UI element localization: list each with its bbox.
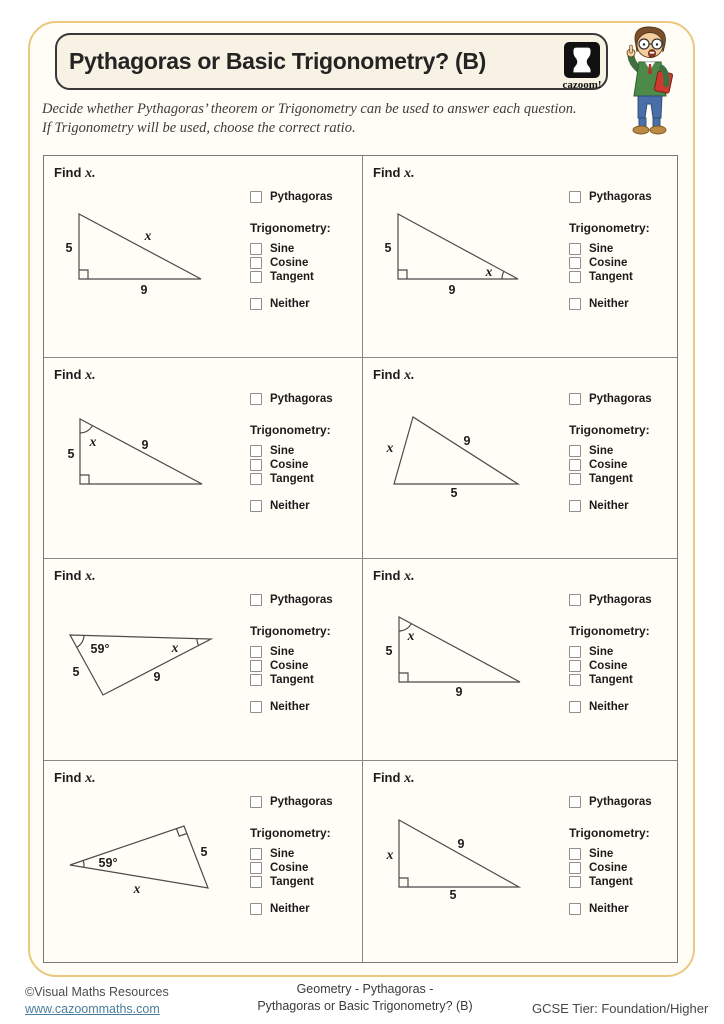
angle-label: x [89,433,97,449]
answer-options [569,190,675,311]
teacher-character-illustration [618,24,680,138]
answer-options [569,593,675,714]
prompt-word: Find [373,165,401,180]
option-cosine[interactable]: Cosine [569,659,675,673]
side-label: x [133,880,141,896]
right-angle-mark [398,270,407,279]
option-cosine[interactable]: Cosine [569,458,675,472]
angle-arc [197,639,199,646]
answer-options [569,392,675,513]
neither-checkbox[interactable] [569,298,581,310]
side-label: 5 [450,485,458,500]
pythagoras-checkbox[interactable] [250,594,262,606]
trigonometry-heading: Trigonometry: [250,624,331,638]
option-tangent[interactable]: Tangent [569,875,675,889]
instruction-line-1: Decide whether Pythagoras’ theorem or Trigonometry can be used to answer each question. [42,101,577,117]
side-label: x [386,439,394,455]
tangent-checkbox[interactable] [569,473,581,485]
prompt-word: Find [373,366,401,382]
option-sine[interactable]: Sine [569,444,675,458]
worksheet-instructions [42,100,577,138]
option-neither[interactable]: Neither [250,700,356,714]
right-angle-mark [399,878,408,887]
answer-options [250,190,356,311]
option-cosine[interactable]: Cosine [569,256,675,270]
category-line-1: Geometry - Pythagoras - [296,982,434,996]
trigonometry-heading: Trigonometry: [569,221,650,235]
neither-checkbox[interactable] [250,500,262,512]
right-angle-mark [80,475,89,484]
cosine-checkbox[interactable] [569,459,581,471]
tangent-checkbox[interactable] [250,271,262,283]
option-sine[interactable]: Sine [569,847,675,861]
trigonometry-heading: Trigonometry: [569,825,650,840]
side-label: 5 [72,665,80,679]
prompt-word: Find [54,568,82,583]
tangent-checkbox[interactable] [569,876,581,888]
cosine-checkbox[interactable] [569,862,581,874]
prompt-variable: x. [85,166,96,181]
angle-label: x [485,264,493,279]
sine-checkbox[interactable] [569,848,581,860]
prompt-variable: x. [85,569,96,584]
option-cosine[interactable]: Cosine [250,458,356,472]
option-pythagoras[interactable]: Pythagoras [250,392,356,406]
option-cosine[interactable]: Cosine [250,256,356,270]
neither-checkbox[interactable] [250,298,262,310]
option-pythagoras[interactable]: Pythagoras [569,190,675,204]
footer-attribution [25,984,169,1018]
cosine-checkbox[interactable] [250,459,262,471]
option-tangent[interactable]: Tangent [569,472,675,486]
pythagoras-checkbox[interactable] [250,191,262,203]
neither-checkbox[interactable] [250,701,262,713]
website-link[interactable]: www.cazoommaths.com [25,1002,160,1016]
side-label: 9 [448,283,456,297]
prompt-variable: x. [404,569,415,584]
prompt-variable: x. [85,770,96,786]
option-pythagoras[interactable]: Pythagoras [569,795,675,809]
side-label: 5 [385,644,393,658]
answer-options [250,795,356,916]
sine-checkbox[interactable] [250,243,262,255]
trigonometry-heading: Trigonometry: [250,422,331,437]
question-cell-3 [44,358,363,560]
option-neither[interactable]: Neither [250,499,356,513]
prompt-word: Find [54,165,82,180]
angle-label: 59° [98,855,118,870]
prompt-variable: x. [85,367,96,383]
tangent-checkbox[interactable] [569,271,581,283]
instruction-line-2: If Trigonometry will be used, choose the correct ratio. [42,120,356,136]
option-pythagoras[interactable]: Pythagoras [250,190,356,204]
option-tangent[interactable]: Tangent [250,875,356,889]
prompt-word: Find [373,769,401,785]
option-tangent[interactable]: Tangent [250,270,356,284]
cosine-checkbox[interactable] [569,257,581,269]
trigonometry-heading: Trigonometry: [569,624,650,638]
pythagoras-checkbox[interactable] [250,393,262,405]
prompt-word: Find [373,568,401,583]
tangent-checkbox[interactable] [569,674,581,686]
side-label: 9 [153,670,161,684]
option-sine[interactable]: Sine [250,847,356,861]
option-cosine[interactable]: Cosine [250,659,356,673]
side-label: 5 [449,887,457,902]
prompt-variable: x. [404,166,415,181]
side-label: 9 [455,685,463,699]
neither-checkbox[interactable] [569,903,581,915]
sine-checkbox[interactable] [250,445,262,457]
question-cell-7 [44,761,363,963]
option-pythagoras[interactable]: Pythagoras [250,795,356,809]
option-neither[interactable]: Neither [569,499,675,513]
option-neither[interactable]: Neither [250,902,356,916]
side-label: 5 [67,446,75,461]
title-box [55,33,608,90]
neither-checkbox[interactable] [569,500,581,512]
option-cosine[interactable]: Cosine [569,861,675,875]
option-neither[interactable]: Neither [569,297,675,311]
trigonometry-heading: Trigonometry: [569,422,650,437]
pythagoras-checkbox[interactable] [569,796,581,808]
pythagoras-checkbox[interactable] [569,191,581,203]
answer-options [250,392,356,513]
prompt-variable: x. [404,367,415,383]
sine-checkbox[interactable] [569,243,581,255]
option-neither[interactable]: Neither [250,297,356,311]
side-label: 5 [384,241,392,255]
pythagoras-checkbox[interactable] [569,393,581,405]
option-tangent[interactable]: Tangent [250,673,356,687]
cosine-checkbox[interactable] [569,660,581,672]
trigonometry-heading: Trigonometry: [250,221,331,235]
right-angle-mark [79,270,88,279]
question-cell-8 [363,761,677,963]
option-tangent[interactable]: Tangent [569,673,675,687]
gcse-tier-label: GCSE Tier: Foundation/Higher [532,1001,709,1016]
option-tangent[interactable]: Tangent [569,270,675,284]
page-title: Pythagoras or Basic Trigonometry? (B) [69,48,487,74]
category-line-2: Pythagoras or Basic Trigonometry? (B) [257,999,473,1013]
side-label: x [144,228,152,243]
side-label: 9 [457,836,465,851]
option-sine[interactable]: Sine [250,242,356,256]
pythagoras-checkbox[interactable] [250,796,262,808]
neither-checkbox[interactable] [569,701,581,713]
cazoom-logo [561,42,602,91]
option-cosine[interactable]: Cosine [250,861,356,875]
prompt-word: Find [54,366,82,382]
cosine-checkbox[interactable] [250,257,262,269]
cazoom-wordmark: cazoom! [562,79,602,91]
cosine-checkbox[interactable] [250,862,262,874]
option-sine[interactable]: Sine [569,242,675,256]
side-label: 9 [463,433,471,448]
tangent-checkbox[interactable] [250,674,262,686]
question-grid [43,155,678,963]
cosine-checkbox[interactable] [250,660,262,672]
angle-arc [77,635,84,647]
option-sine[interactable]: Sine [569,645,675,659]
question-cell-6 [363,559,677,761]
answer-options [250,593,356,714]
sine-checkbox[interactable] [569,646,581,658]
option-neither[interactable]: Neither [569,700,675,714]
option-sine[interactable]: Sine [250,444,356,458]
option-pythagoras[interactable]: Pythagoras [569,392,675,406]
sine-checkbox[interactable] [250,646,262,658]
angle-label: x [407,628,415,643]
tangent-checkbox[interactable] [250,473,262,485]
side-label: 9 [140,283,148,297]
angle-arc [80,425,92,432]
option-sine[interactable]: Sine [250,645,356,659]
sine-checkbox[interactable] [569,445,581,457]
answer-options [569,795,675,916]
question-cell-2 [363,156,677,358]
footer-category [225,981,505,1015]
side-label: 5 [200,844,208,859]
side-label: 5 [65,241,73,255]
tangent-checkbox[interactable] [250,876,262,888]
copyright-text: ©Visual Maths Resources [25,985,169,999]
question-cell-4 [363,358,677,560]
angle-label: x [171,640,179,655]
question-cell-5 [44,559,363,761]
option-pythagoras[interactable]: Pythagoras [569,593,675,607]
option-neither[interactable]: Neither [569,902,675,916]
side-label: x [386,846,394,862]
trigonometry-heading: Trigonometry: [250,825,331,840]
pythagoras-checkbox[interactable] [569,594,581,606]
question-cell-1 [44,156,363,358]
neither-checkbox[interactable] [250,903,262,915]
option-pythagoras[interactable]: Pythagoras [250,593,356,607]
angle-arc [502,271,504,279]
angle-arc [83,860,84,867]
prompt-variable: x. [404,770,415,786]
side-label: 9 [141,437,149,452]
prompt-word: Find [54,769,82,785]
sine-checkbox[interactable] [250,848,262,860]
option-tangent[interactable]: Tangent [250,472,356,486]
right-angle-mark [399,673,408,682]
angle-label: 59° [90,642,110,656]
cazoom-drum-icon [564,42,600,78]
